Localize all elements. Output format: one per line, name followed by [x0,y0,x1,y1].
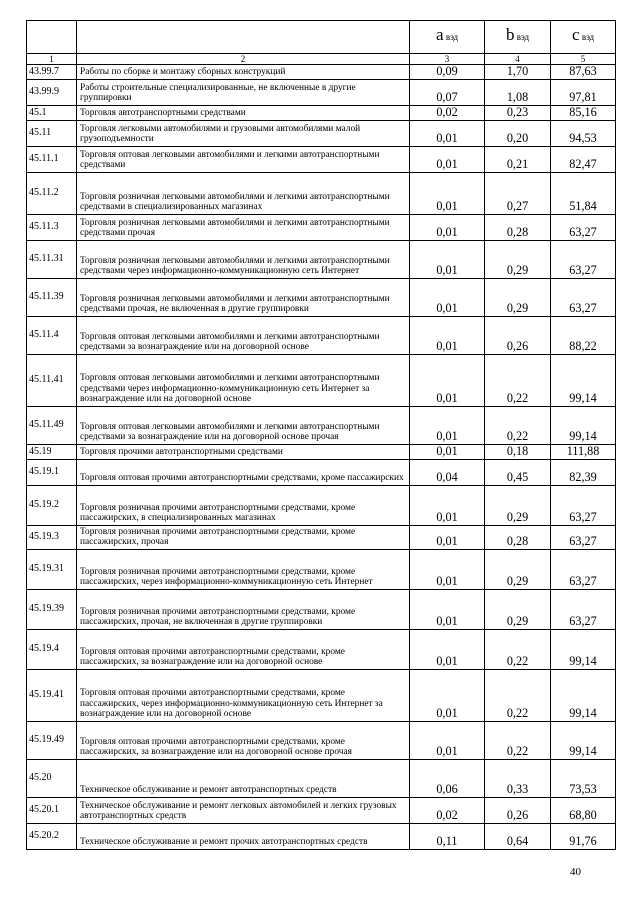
coefficient-b-cell: 0,27 [485,173,551,215]
okved-code-cell: 43.99.9 [27,80,77,106]
coefficient-c-cell: 63,27 [551,486,616,526]
activity-description-cell: Торговля оптовая легковыми автомобилями и легкими автотранспортными средствами за вознаграждение или на договорной основе прочая [77,407,410,445]
table-row [27,147,616,173]
activity-description-cell: Торговля оптовая легковыми автомобилями и легкими автотранспортными средствами [77,147,410,173]
coefficient-b-cell: 0,29 [485,550,551,590]
coefficient-c-cell: 82,47 [551,147,616,173]
table-row [27,317,616,355]
header-desc-cell [77,21,410,54]
column-numbers-row [27,54,616,65]
coefficient-a-cell: 0,01 [410,215,485,241]
coefficient-a-cell: 0,01 [410,486,485,526]
coefficient-b-cell: 0,22 [485,630,551,670]
coefficient-a-cell: 0,01 [410,670,485,722]
coefficient-c-cell: 87,63 [551,65,616,80]
activity-description-cell: Торговля розничная легковыми автомобилями и легкими автотранспортными средствами прочая, не включенная в другие группировки [77,279,410,317]
coefficient-a-cell: 0,06 [410,760,485,798]
okved-code-cell: 45.11.1 [27,147,77,173]
activity-description-cell: Торговля оптовая прочими автотранспортными средствами, кроме пассажирских, за вознаграждение или на договорной основе прочая [77,722,410,760]
table-row [27,590,616,630]
coefficient-b-cell: 1,70 [485,65,551,80]
activity-description-cell: Торговля оптовая легковыми автомобилями и легкими автотранспортными средствами через информационно-коммуникационную сеть Интернет за вознаграждение или на договорной основе [77,355,410,407]
activity-description-cell: Техническое обслуживание и ремонт автотранспортных средств [77,760,410,798]
coefficient-a-cell: 0,01 [410,526,485,550]
table-row [27,526,616,550]
okved-code-cell: 45.11.2 [27,173,77,215]
table-row [27,279,616,317]
coefficient-b-cell: 0,20 [485,121,551,147]
coefficient-c-cell: 68,80 [551,798,616,824]
table-row [27,760,616,798]
table-row [27,80,616,106]
coefficient-c-cell: 63,27 [551,550,616,590]
column-number: 1 [27,54,77,65]
coefficient-b-cell: 0,26 [485,798,551,824]
coefficient-b-cell: 0,18 [485,445,551,460]
okved-code-cell: 45.19.41 [27,670,77,722]
coefficient-c-cell: 99,14 [551,407,616,445]
coefficient-a-cell: 0,02 [410,798,485,824]
activity-description-cell: Торговля оптовая прочими автотранспортными средствами, кроме пассажирских, за вознаграждение или на договорной основе [77,630,410,670]
table-row [27,407,616,445]
table-row [27,121,616,147]
coefficient-c-cell: 63,27 [551,590,616,630]
table-row [27,486,616,526]
okved-code-cell: 45.11.41 [27,355,77,407]
okved-code-cell: 45.11.39 [27,279,77,317]
coefficient-b-cell: 0,22 [485,722,551,760]
coefficient-a-cell: 0,01 [410,550,485,590]
column-number: 2 [77,54,410,65]
okved-code-cell: 45.19 [27,445,77,460]
coefficient-b-cell: 1,08 [485,80,551,106]
activity-description-cell: Торговля легковыми автомобилями и грузовыми автомобилями малой грузоподъемности [77,121,410,147]
okved-code-cell: 45.19.2 [27,486,77,526]
coefficient-a-cell: 0,01 [410,407,485,445]
coefficient-a-cell: 0,07 [410,80,485,106]
coefficient-b-cell: 0,64 [485,824,551,850]
okved-code-cell: 45.1 [27,106,77,121]
coefficient-a-cell: 0,11 [410,824,485,850]
coefficient-b-cell: 0,26 [485,317,551,355]
activity-description-cell: Торговля оптовая прочими автотранспортными средствами, кроме пассажирских [77,460,410,486]
coefficients-table [26,20,616,850]
coefficient-c-cell: 82,39 [551,460,616,486]
coefficient-a-cell: 0,01 [410,173,485,215]
coefficient-c-cell: 111,88 [551,445,616,460]
table-row [27,824,616,850]
coefficient-c-cell: 91,76 [551,824,616,850]
activity-description-cell: Торговля розничная легковыми автомобилями и легкими автотранспортными средствами в специализированных магазинах [77,173,410,215]
okved-code-cell: 45.19.31 [27,550,77,590]
activity-description-cell: Торговля оптовая легковыми автомобилями и легкими автотранспортными средствами за вознаграждение или на договорной основе [77,317,410,355]
coefficient-b-cell: 0,29 [485,241,551,279]
coefficient-c-cell: 88,22 [551,317,616,355]
table-row [27,722,616,760]
coefficient-a-cell: 0,02 [410,106,485,121]
table-row [27,630,616,670]
activity-description-cell: Торговля прочими автотранспортными средствами [77,445,410,460]
activity-description-cell: Работы строительные специализированные, не включенные в другие группировки [77,80,410,106]
activity-description-cell: Работы по сборке и монтажу сборных конструкций [77,65,410,80]
okved-code-cell: 45.11.3 [27,215,77,241]
header-c-cell: c вэд [551,21,616,54]
page-number: 40 [570,866,581,878]
activity-description-cell: Торговля розничная легковыми автомобилями и легкими автотранспортными средствами прочая [77,215,410,241]
table-row [27,445,616,460]
coefficient-c-cell: 63,27 [551,279,616,317]
table-row [27,670,616,722]
table-row [27,798,616,824]
coefficient-a-cell: 0,04 [410,460,485,486]
okved-code-cell: 43.99.7 [27,65,77,80]
table-row [27,106,616,121]
coefficient-c-cell: 85,16 [551,106,616,121]
coefficient-a-cell: 0,01 [410,722,485,760]
column-number: 4 [485,54,551,65]
coefficient-a-cell: 0,01 [410,241,485,279]
okved-code-cell: 45.19.39 [27,590,77,630]
coefficient-a-cell: 0,01 [410,355,485,407]
coefficient-b-cell: 0,22 [485,355,551,407]
table-row [27,241,616,279]
coefficient-c-cell: 99,14 [551,355,616,407]
coefficient-c-cell: 63,27 [551,241,616,279]
coefficient-c-cell: 51,84 [551,173,616,215]
coefficient-c-cell: 94,53 [551,121,616,147]
coefficient-b-cell: 0,21 [485,147,551,173]
table-row [27,460,616,486]
coefficient-a-cell: 0,01 [410,590,485,630]
column-number: 5 [551,54,616,65]
table-row [27,355,616,407]
column-number: 3 [410,54,485,65]
coefficient-b-cell: 0,45 [485,460,551,486]
table-row [27,550,616,590]
coefficient-b-cell: 0,22 [485,407,551,445]
okved-code-cell: 45.11.31 [27,241,77,279]
coefficient-a-cell: 0,01 [410,317,485,355]
coefficient-c-cell: 73,53 [551,760,616,798]
coefficient-c-cell: 63,27 [551,215,616,241]
table-row [27,215,616,241]
activity-description-cell: Торговля розничная прочими автотранспортными средствами, кроме пассажирских, в специализированных магазинах [77,486,410,526]
coefficient-b-cell: 0,33 [485,760,551,798]
okved-code-cell: 45.20 [27,760,77,798]
coefficient-b-cell: 0,23 [485,106,551,121]
okved-code-cell: 45.11 [27,121,77,147]
okved-code-cell: 45.19.3 [27,526,77,550]
activity-description-cell: Торговля розничная прочими автотранспортными средствами, кроме пассажирских, прочая, не включенная в другие группировки [77,590,410,630]
coefficient-a-cell: 0,01 [410,630,485,670]
coefficient-c-cell: 99,14 [551,630,616,670]
activity-description-cell: Торговля оптовая прочими автотранспортными средствами, кроме пассажирских, через информационно-коммуникационную сеть Интернет за вознаграждение или на договорной основе [77,670,410,722]
coefficient-b-cell: 0,22 [485,670,551,722]
coefficient-a-cell: 0,01 [410,147,485,173]
coefficient-c-cell: 99,14 [551,670,616,722]
activity-description-cell: Торговля розничная прочими автотранспортными средствами, кроме пассажирских, через информационно-коммуникационную сеть Интернет [77,550,410,590]
okved-code-cell: 45.11.4 [27,317,77,355]
okved-code-cell: 45.19.1 [27,460,77,486]
okved-code-cell: 45.20.1 [27,798,77,824]
activity-description-cell: Торговля автотранспортными средствами [77,106,410,121]
header-row [27,21,616,54]
coefficient-b-cell: 0,28 [485,215,551,241]
coefficient-c-cell: 97,81 [551,80,616,106]
coefficient-b-cell: 0,29 [485,486,551,526]
okved-code-cell: 45.20.2 [27,824,77,850]
coefficient-b-cell: 0,29 [485,279,551,317]
coefficient-a-cell: 0,01 [410,445,485,460]
okved-code-cell: 45.19.49 [27,722,77,760]
activity-description-cell: Торговля розничная прочими автотранспортными средствами, кроме пассажирских, прочая [77,526,410,550]
activity-description-cell: Торговля розничная легковыми автомобилями и легкими автотранспортными средствами через информационно-коммуникационную сеть Интернет [77,241,410,279]
activity-description-cell: Техническое обслуживание и ремонт легковых автомобилей и легких грузовых автотранспортных средств [77,798,410,824]
coefficient-b-cell: 0,29 [485,590,551,630]
coefficient-b-cell: 0,28 [485,526,551,550]
header-a-cell: a вэд [410,21,485,54]
okved-code-cell: 45.19.4 [27,630,77,670]
header-b-cell: b вэд [485,21,551,54]
coefficient-a-cell: 0,01 [410,279,485,317]
coefficient-a-cell: 0,01 [410,121,485,147]
table-row [27,65,616,80]
coefficient-c-cell: 63,27 [551,526,616,550]
table-row [27,173,616,215]
coefficient-a-cell: 0,09 [410,65,485,80]
activity-description-cell: Техническое обслуживание и ремонт прочих автотранспортных средств [77,824,410,850]
coefficient-c-cell: 99,14 [551,722,616,760]
header-code-cell [27,21,77,54]
okved-code-cell: 45.11.49 [27,407,77,445]
